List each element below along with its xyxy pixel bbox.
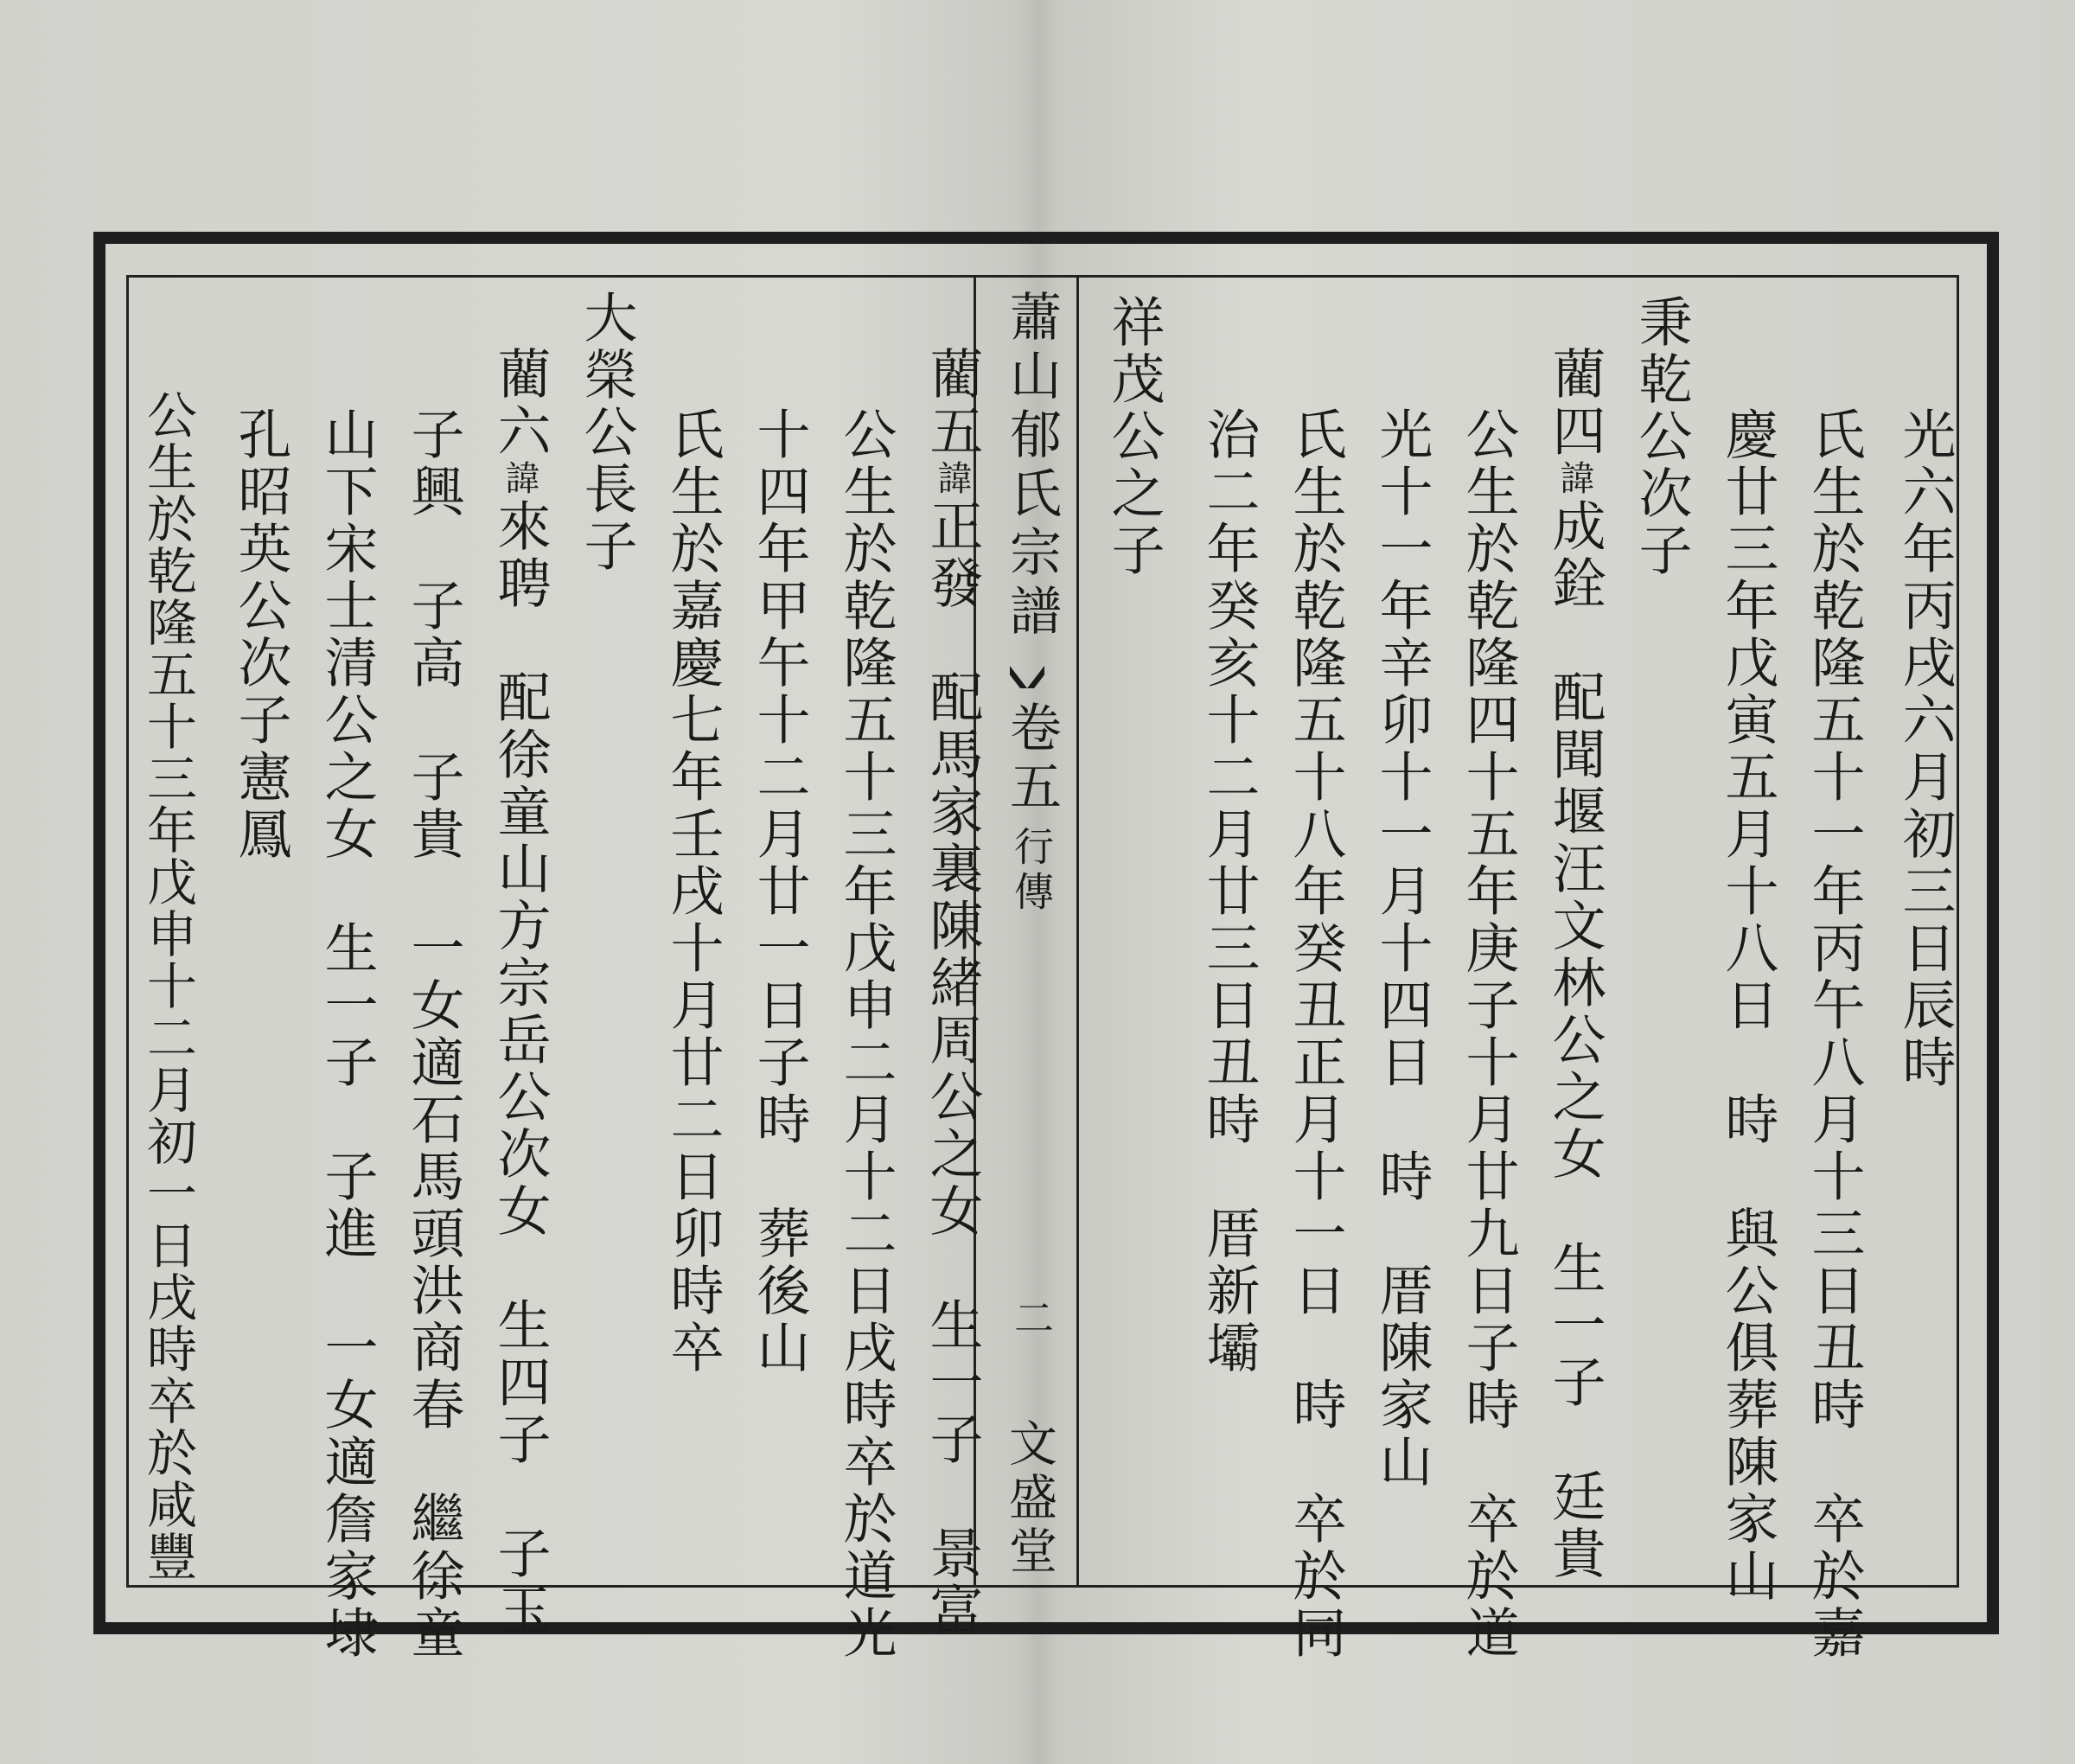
text-column-13: 公生於乾隆五十三年戊申二月十二日戌時卒於道光	[834, 406, 897, 1662]
page-number: 二	[1008, 1297, 1055, 1337]
text-column-4: 秉乾公次子	[1630, 294, 1693, 579]
text-column-8: 氏生於乾隆五十八年癸丑正月十一日 時 卒於同	[1284, 406, 1347, 1662]
person-name: 藺六	[488, 346, 552, 460]
person-name: 藺五	[921, 346, 984, 460]
column-rest: 成銓 配聞堰汪文林公之女 生一子 廷貴	[1543, 498, 1606, 1582]
text-column-12: 十四年甲午十二月廿一日子時 葬後山	[748, 406, 811, 1377]
text-column-9: 治二年癸亥十二月廿三日丑時 厝新壩	[1197, 406, 1261, 1377]
section-label: 行傳	[1008, 826, 1055, 916]
text-column-20: 公生於乾隆五十三年戊申十二月初一日戌時卒於咸豐	[138, 389, 197, 1582]
column-rest: 來聘 配徐童山方宗岳公次女 生四子 子玉	[488, 498, 552, 1639]
text-column-15: 大榮公長子	[575, 290, 638, 575]
text-column-10: 祥茂公之子	[1102, 294, 1165, 579]
text-column-16	[488, 346, 552, 1639]
text-column-3: 慶廿三年戊寅五月十八日 時 與公俱葬陳家山	[1716, 406, 1779, 1605]
taboo-name-mark: 諱	[500, 460, 540, 498]
text-column-5	[1543, 346, 1606, 1582]
taboo-name-mark: 諱	[1555, 460, 1594, 498]
taboo-name-mark: 諱	[932, 460, 972, 498]
text-column-17: 子興 子高 子貴 一女適石馬頭洪商春 繼徐童	[402, 406, 465, 1662]
column-rest: 正發 配馬家裏陳緒周公之女 生一子 景富	[921, 498, 984, 1639]
text-column-19: 孔昭英公次子憲鳳	[229, 406, 292, 863]
text-column-11: 氏生於嘉慶七年壬戌十月廿二日卯時卒	[661, 406, 725, 1377]
text-column-6: 公生於乾隆四十五年庚子十月廿九日子時 卒於道	[1457, 406, 1520, 1662]
text-column-18: 山下宋士清公之女 生一子 子進 一女適詹家埭	[316, 406, 379, 1662]
text-column-2: 氏生於乾隆五十一年丙午八月十三日丑時 卒於嘉	[1803, 406, 1866, 1662]
text-column-1: 光六年丙戌六月初三日辰時	[1893, 406, 1957, 1091]
person-name: 藺四	[1543, 346, 1606, 460]
text-column-7: 光十一年辛卯十一月十四日 時 厝陳家山	[1370, 406, 1433, 1491]
volume-label: 卷五	[1001, 700, 1062, 818]
genealogy-title: 蕭山郁氏宗譜	[1001, 290, 1062, 642]
text-column-14	[921, 346, 984, 1639]
hall-name: 文盛堂	[1001, 1418, 1057, 1579]
